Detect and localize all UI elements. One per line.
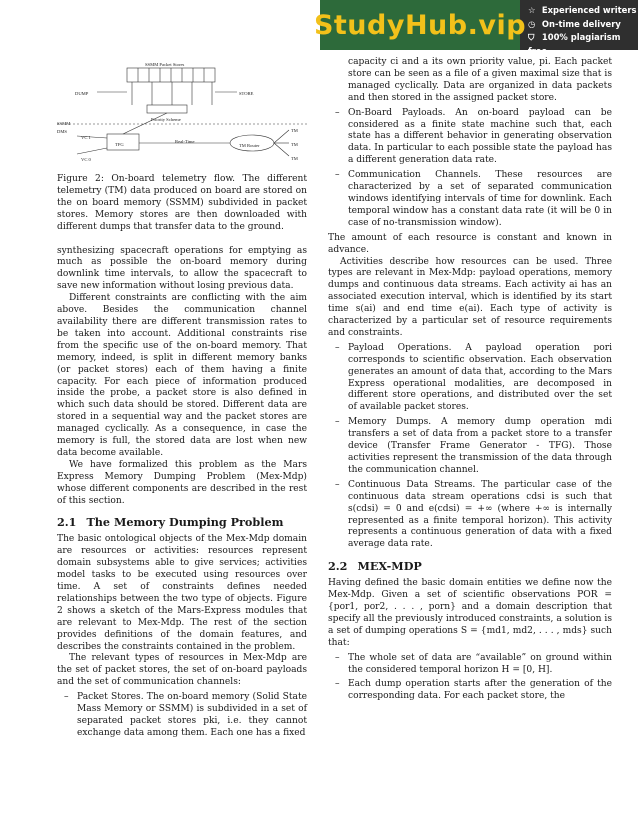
- clock-icon: ◷: [528, 18, 536, 29]
- banner-features: [528, 4, 638, 58]
- label-tm-mid: TM: [291, 142, 298, 147]
- star-icon: ☆: [528, 5, 536, 15]
- list-item-continuous-data-streams: – Continuous Data Streams. The particular case of the continuous data stream operations cdsi is such that s(cdsi) = 0 and e(cdsi) = +∞ (where +∞ is internally represented as a finite temporal horizon). This activity represents a continuous generation of data with a fixed average data rate.: [328, 480, 612, 551]
- list-item-payload-operations: – Payload Operations. A payload operation pori corresponds to scientific observation. Each observation generates an amount of data that, according to the Mars Express operational modalities, are decomposed in different store operations, and distributed over the set of available packet stores.: [328, 343, 612, 414]
- label-dump: DUMP: [75, 91, 89, 96]
- list-item-memory-dumps: – Memory Dumps. A memory dump operation mdi transfers a set of data from a packet store to a transfer device (Transfer Frame Generator - TFG). Those activities represent the transmission of the data through the communication channel.: [328, 417, 612, 477]
- telemetry-flow-figure: [57, 50, 307, 174]
- ad-banner[interactable]: [313, 0, 638, 56]
- left-paragraph-4: The basic ontological objects of the Mex-Mdp domain are resources or activities: resources represent domain subsystems able to give services; activities model tasks to be executed using resources over time. A set of constraints defines needed relationships between the two type of objects. Figure 2 shows a sketch of the Mars-Express modules that are relevant to Mex-Mdp. The rest of the section provides definitions of the domain features, and describes the constraints contained in the problem.: [57, 534, 307, 652]
- list-item-packet-stores: – Packet Stores. The on-board memory (Solid State Mass Memory or SSMM) is subdivided in a set of separated packet stores pki, i.e. they cannot exchange data among them. Each one has a fixed: [57, 692, 307, 740]
- right-paragraph-3: Having defined the basic domain entities we define now the Mex-Mdp. Given a set of scientific observations POR = {por1, por2, . . . , porn} and a domain description that specify all the previously introduced constraints, a solution is a set of dumping operations S = {md1, md2, . . . , mds} such that:: [328, 578, 612, 648]
- label-tfg: TFG: [115, 142, 124, 147]
- left-paragraph-5: The relevant types of resources in Mex-Mdp are the set of packet stores, the set of on-board payloads and the set of communication channels:: [57, 653, 307, 688]
- feature-plagiarism-free: ⛉ 100% plagiarism free: [528, 32, 621, 56]
- label-dms: DMS: [57, 129, 67, 134]
- activity-list: [328, 343, 612, 551]
- label-store: STORE: [239, 91, 254, 96]
- studyhub-logo[interactable]: [313, 0, 527, 50]
- solution-conditions-list: [328, 653, 612, 704]
- feature-experienced-writers: ☆ Experienced writers: [528, 4, 638, 18]
- shield-icon: ⛉: [528, 32, 535, 42]
- figure-caption: Figure 2: On-board telemetry flow. The different telemetry (TM) data produced on board are stored on the on board memory (SSMM) subdivided in packet stores. Memory stores are then downloaded with different dumps that transfer data to the ground.: [57, 174, 307, 232]
- left-paragraph-1: synthesizing spacecraft operations for emptying as much as possible the on-board memory during downlink time intervals, to allow the spacecraft to save new information without losing previous data.: [57, 245, 307, 292]
- label-tm-top: TM: [291, 128, 298, 133]
- label-priority-scheme: Priority Scheme: [151, 117, 181, 122]
- right-column: [328, 57, 612, 706]
- right-paragraph-2: Activities describe how resources can be used. Three types are relevant in Mex-Mdp: payload operations, memory dumps and continuous data streams. Each activity ai has an associated execution interval, which is identified by its start time s(ai) and end time e(ai). Each type of activity is characterized by a particular set of resource requirements and constraints.: [328, 256, 612, 338]
- left-paragraph-2: Different constraints are conflicting with the aim above. Besides the communication channel availability there are different transmission rates to be taken into account. Additional constraints rise from the specific use of the on-board memory. That memory, indeed, is split in different memory banks (or packet stores) each of them having a finite capacity. For each piece of information produced inside the probe, a packet store is also defined in which such data should be stored. Different data are stored in a sequential way and the packet stores are managed cyclically. As a consequence, in case the memory is full, the stored data are lost when new data become available.: [57, 293, 307, 458]
- list-item-communication-channels: – Communication Channels. These resources are characterized by a set of separated communication windows identifying intervals of time for downlink. Each temporal window has a constant data rate (it will be 0 in case of no-transmission window).: [328, 170, 612, 230]
- left-paragraph-3: We have formalized this problem as the Mars Express Memory Dumping Problem (Mex-Mdp) whose different components are described in the rest of this section.: [57, 459, 307, 506]
- section-heading-2-1: 2.1 The Memory Dumping Problem: [57, 515, 284, 530]
- label-real-time: Real-Time: [175, 139, 195, 144]
- list-item-packet-stores-continued: capacity ci and a its own priority value, pi. Each packet store can be seen as a file of a given maximal size that is managed cyclically. Data are organized in data packets and then stored in the assigned packet store.: [348, 57, 612, 103]
- list-item-whole-set: – The whole set of data are “available” on ground within the considered temporal horizon H = [0, H].: [328, 653, 612, 677]
- left-column: [57, 50, 307, 743]
- right-paragraph-1: The amount of each resource is constant and known in advance.: [328, 232, 612, 255]
- section-heading-2-2: 2.2 MEX-MDP: [328, 559, 422, 574]
- logo-text: StudyHub.vip: [313, 9, 527, 41]
- list-item-each-dump: – Each dump operation starts after the generation of the corresponding data. For each packet store, the: [328, 679, 612, 703]
- resource-list-continued: [328, 108, 612, 230]
- label-tm-bot: TM: [291, 156, 298, 161]
- label-ssmm: SSMM: [57, 121, 71, 126]
- feature-on-time-delivery: ◷ On-time delivery: [528, 18, 638, 32]
- label-ssmm-packet-stores: SSMM Packet Stores: [145, 62, 185, 67]
- label-vc1: VC 1: [81, 135, 91, 140]
- resource-list: [57, 692, 307, 740]
- list-item-onboard-payloads: – On-Board Payloads. An on-board payload can be considered as a finite state machine such that, each state has a different behavior in generating observation data. In particular to each possible state the payload has a different generation data rate.: [328, 108, 612, 168]
- label-vc0: VC 0: [81, 157, 91, 162]
- label-tm-router: TM Router: [239, 143, 260, 148]
